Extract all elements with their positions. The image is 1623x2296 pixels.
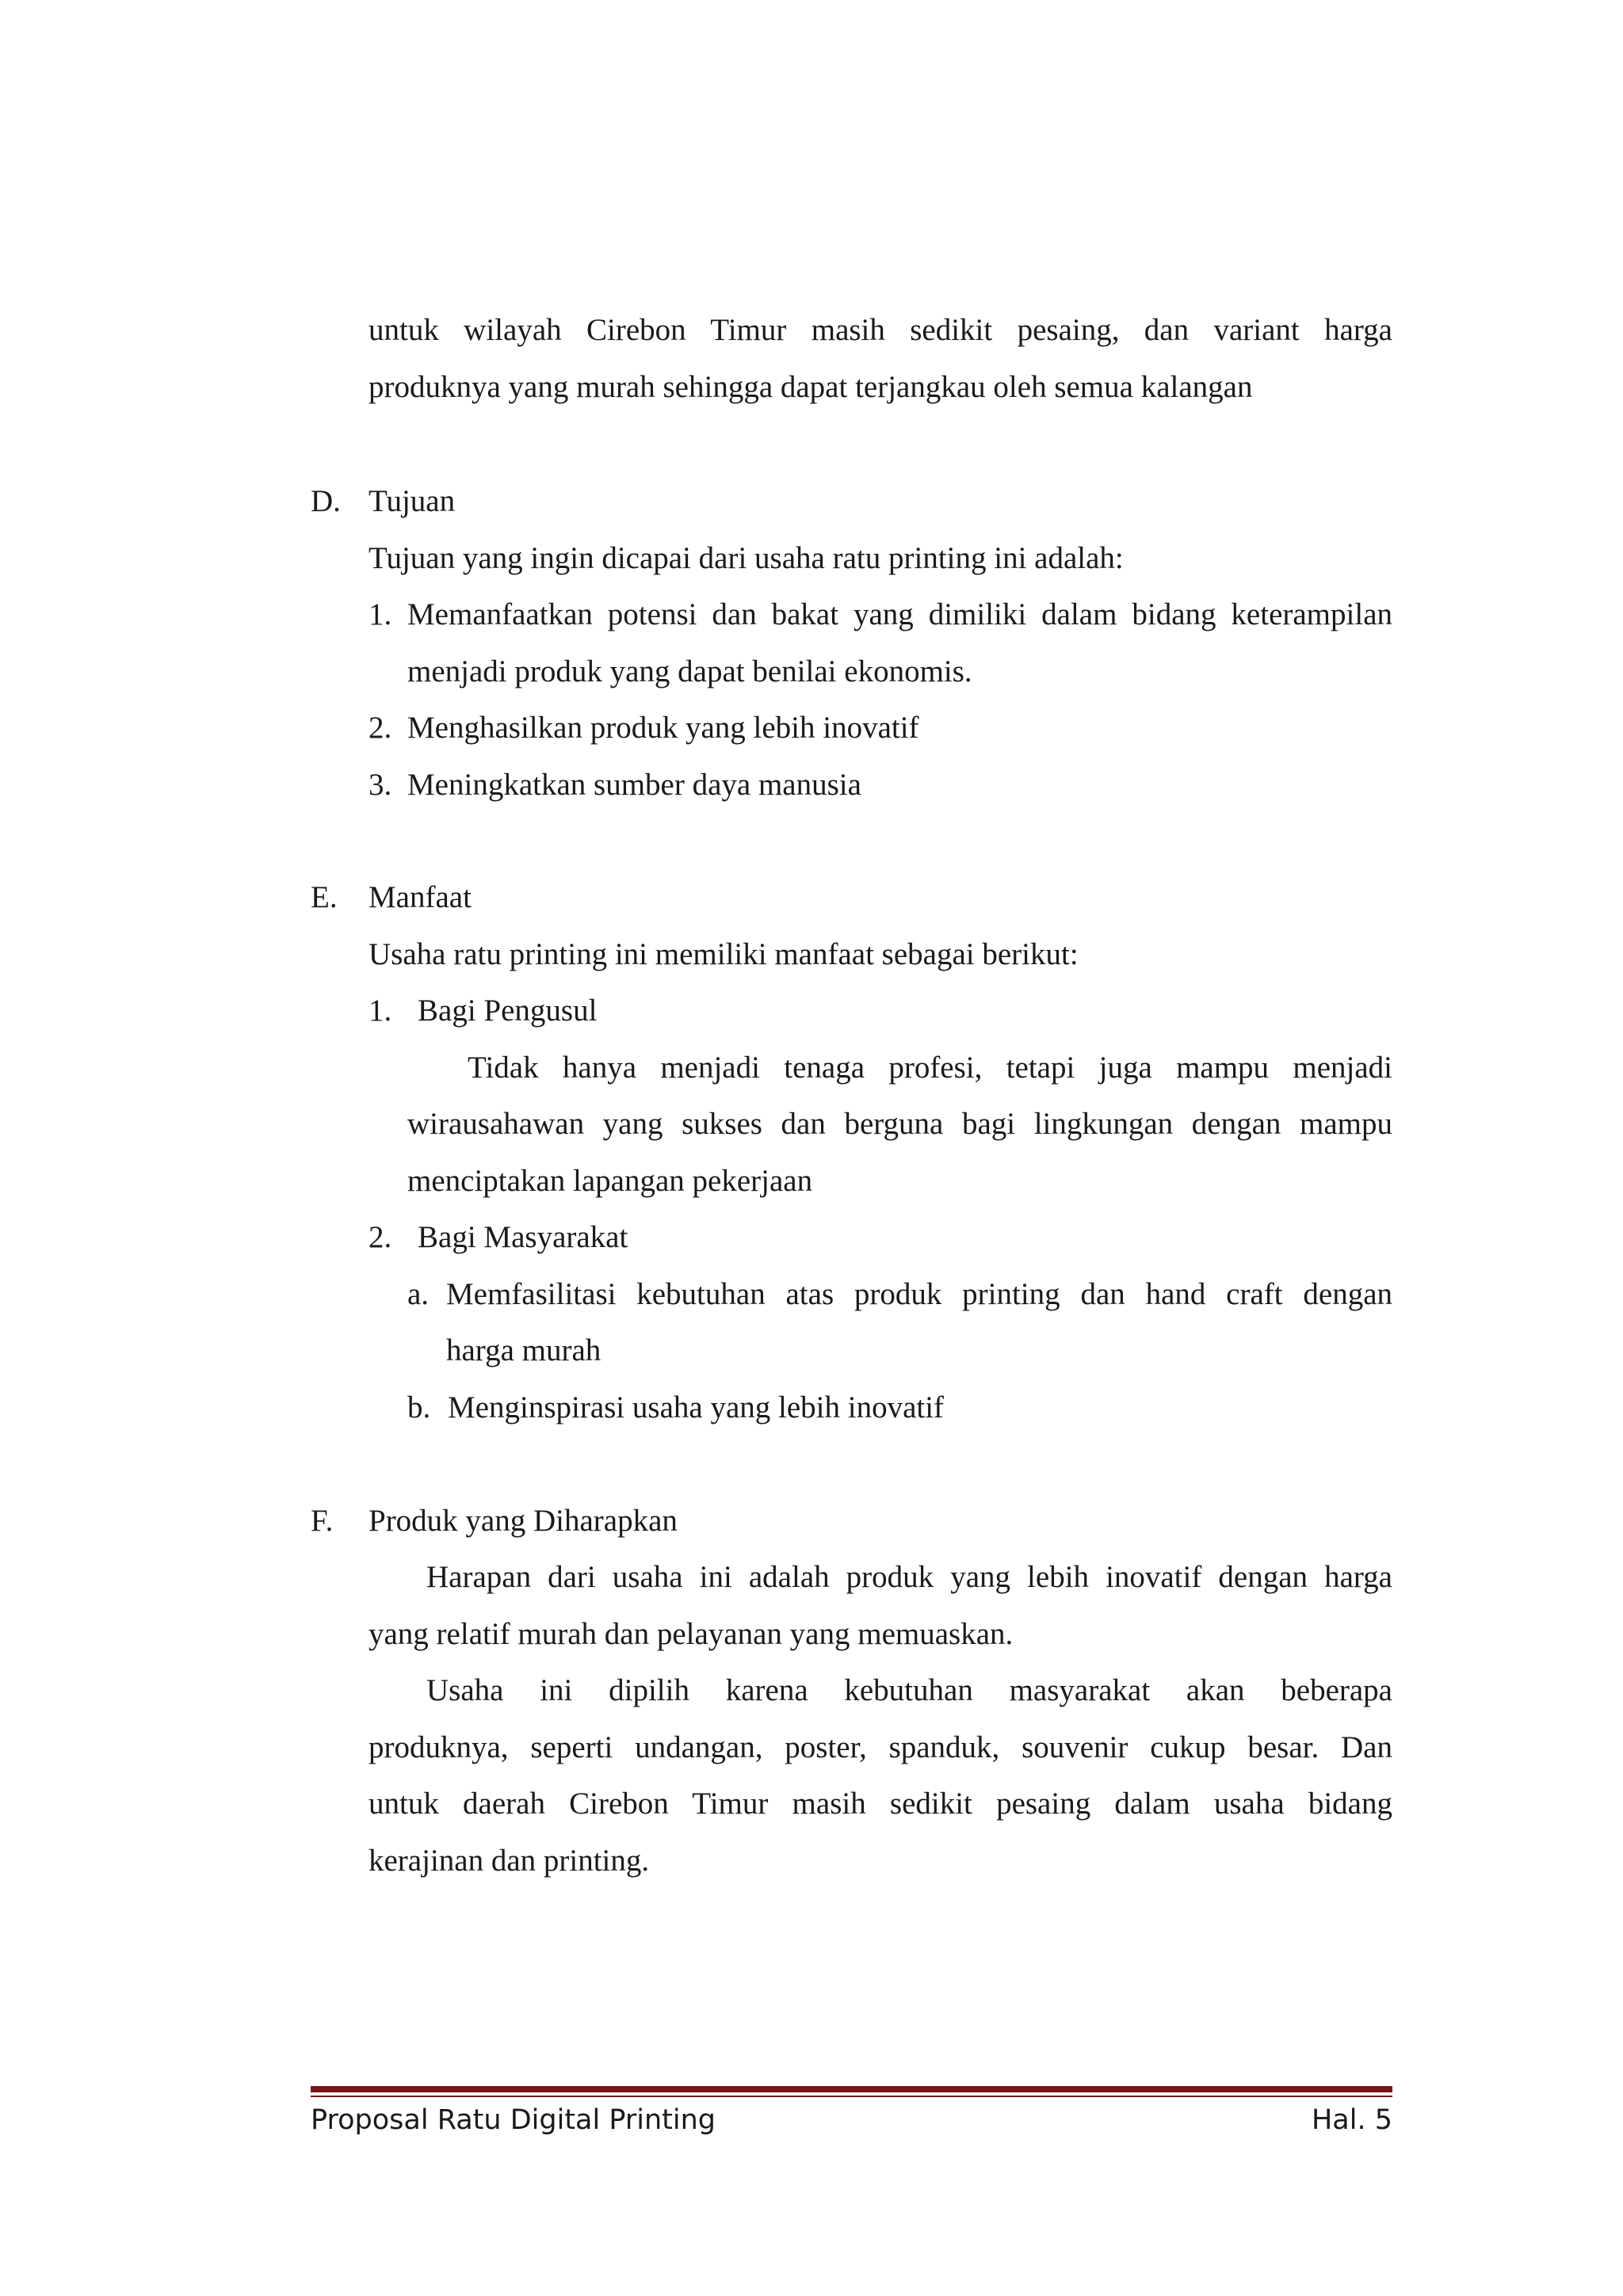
section-d-marker: D. [311, 484, 341, 518]
section-d-item-2-number: 2. [369, 711, 392, 745]
section-d-heading: Tujuan [369, 484, 456, 518]
section-e-item-1-para-line-3: menciptakan lapangan pekerjaan [407, 1164, 813, 1198]
section-d-intro: Tujuan yang ingin dicapai dari usaha ratu printing ini adalah: [369, 541, 1124, 575]
section-e-sub-b-marker: b. [407, 1390, 431, 1425]
section-d-item-3-text: Meningkatkan sumber daya manusia [407, 768, 861, 802]
section-d-item-2-text: Menghasilkan produk yang lebih inovatif [407, 711, 919, 745]
section-f-para-1-line-2: yang relatif murah dan pelayanan yang memuaskan. [369, 1617, 1014, 1651]
footer-rule-thin [311, 2096, 1392, 2097]
section-f-para-2-line-3: untuk daerah Cirebon Timur masih sedikit pesaing dalam usaha bidang [369, 1787, 1392, 1821]
continuation-line-2: produknya yang murah sehingga dapat terjangkau oleh semua kalangan [369, 370, 1253, 404]
section-e-item-1-number: 1. [369, 994, 392, 1028]
section-d-item-3-number: 3. [369, 768, 392, 802]
section-d-item-1-line-1: Memanfaatkan potensi dan bakat yang dimiliki dalam bidang keterampilan [407, 597, 1392, 631]
footer-rule-thick [311, 2086, 1392, 2092]
section-e-item-1-title: Bagi Pengusul [418, 994, 598, 1028]
footer-document-title: Proposal Ratu Digital Printing [311, 2104, 716, 2136]
section-f-para-2-line-1: Usaha ini dipilih karena kebutuhan masyarakat akan beberapa [426, 1673, 1392, 1707]
section-e-sub-a-line-1: Memfasilitasi kebutuhan atas produk printing dan hand craft dengan [446, 1277, 1392, 1311]
section-d-item-1-line-2: menjadi produk yang dapat benilai ekonomis. [407, 654, 972, 688]
section-f-para-2-line-4: kerajinan dan printing. [369, 1844, 650, 1878]
section-e-item-1-para-line-1: Tidak hanya menjadi tenaga profesi, tetapi juga mampu menjadi [468, 1051, 1392, 1085]
section-f-para-2-line-2: produknya, seperti undangan, poster, spanduk, souvenir cukup besar. Dan [369, 1730, 1392, 1764]
section-e-item-2-number: 2. [369, 1220, 392, 1254]
section-e-heading: Manfaat [369, 880, 472, 914]
section-f-heading: Produk yang Diharapkan [369, 1504, 678, 1538]
continuation-line-1: untuk wilayah Cirebon Timur masih sedikit pesaing, dan variant harga [369, 313, 1392, 347]
section-f-para-1-line-1: Harapan dari usaha ini adalah produk yang lebih inovatif dengan harga [426, 1560, 1392, 1594]
section-e-sub-b-text: Menginspirasi usaha yang lebih inovatif [448, 1390, 945, 1425]
section-e-sub-a-marker: a. [407, 1277, 430, 1311]
section-e-sub-a-line-2: harga murah [446, 1333, 601, 1367]
section-e-item-2-title: Bagi Masyarakat [418, 1220, 628, 1254]
footer-page-number: Hal. 5 [1311, 2104, 1392, 2136]
section-e-intro: Usaha ratu printing ini memiliki manfaat sebagai berikut: [369, 937, 1079, 971]
section-e-item-1-para-line-2: wirausahawan yang sukses dan berguna bagi lingkungan dengan mampu [407, 1107, 1392, 1141]
section-e-marker: E. [311, 880, 338, 914]
section-f-marker: F. [311, 1504, 334, 1538]
section-d-item-1-number: 1. [369, 597, 392, 631]
